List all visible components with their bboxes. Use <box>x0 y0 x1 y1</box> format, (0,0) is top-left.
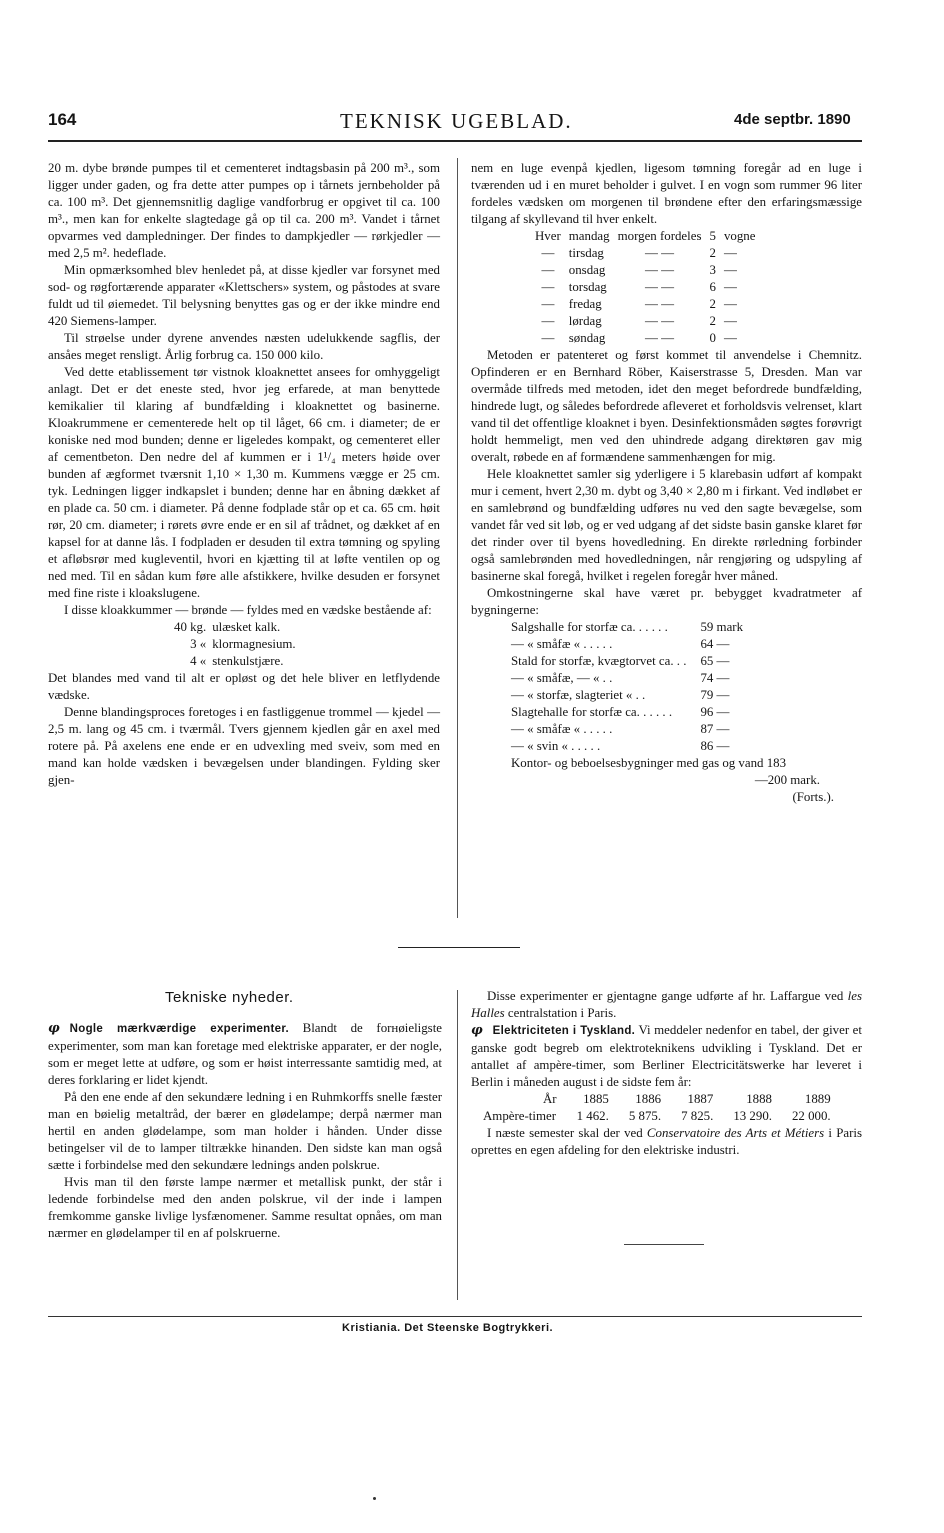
news-paragraph: Hvis man til den første lampe nærmer et metallisk punkt, der står i ledende forbindelse med den anden polskrue, vil der inde i lampen fremkomme ganske livlige lysfænomener. Samme resultat opnåes, om man nærmer en glødelamper til en af polskruerne. <box>48 1175 442 1240</box>
news-bullet-icon: φ <box>48 1021 60 1036</box>
schedule-mid: — — <box>645 263 675 277</box>
cost-value: 64 — <box>700 637 730 651</box>
year-cell: 1889 <box>804 1092 831 1106</box>
mixture-table <box>174 619 302 670</box>
ampere-hours-table <box>483 1091 841 1125</box>
year-cell: 1887 <box>687 1092 714 1106</box>
schedule-row <box>531 245 759 262</box>
cost-value: 65 — <box>700 654 730 668</box>
cost-label: — « småfæ « . . . . . <box>511 722 613 736</box>
article-paragraph: Det blandes med vand til alt er opløst og det hele bliver en letflydende vædske. <box>48 671 440 702</box>
footer-rule <box>48 1316 862 1317</box>
value-row <box>483 1108 841 1125</box>
value-cell: 7 825. <box>681 1109 714 1123</box>
schedule-tail: — <box>723 331 737 345</box>
mixture-row <box>174 636 302 653</box>
cost-label: — « småfæ, — « . . <box>511 671 613 685</box>
article-paragraph: I disse kloakkummer — brønde — fyldes med en vædske bestående af: <box>64 603 432 617</box>
news-item-lead: Blandt de forнøieligste experimenter, som man kan foretage med elektriske apparater, er der nogle, som er meget lette at udføre, og som er høist interressante samtidig med, at deres forklaring er lidet kjendt. <box>48 1021 443 1087</box>
schedule-mid: — — <box>645 314 675 328</box>
cost-row <box>507 653 747 670</box>
schedule-prefix: — <box>541 263 555 277</box>
schedule-count: 5 <box>709 229 716 243</box>
mixture-item: stenkulstjære. <box>212 654 284 668</box>
schedule-day: lørdag <box>568 314 602 328</box>
news-text: Disse experimenter er gjentagne gange udførte af hr. Laffargue ved <box>487 989 848 1003</box>
schedule-day: fredag <box>568 297 602 311</box>
schedule-row <box>531 279 759 296</box>
schedule-row <box>531 296 759 313</box>
cost-row <box>507 721 747 738</box>
schedule-count: 2 <box>709 297 716 311</box>
news-item-experiments <box>48 1020 442 1089</box>
column-divider <box>457 158 458 918</box>
cost-value: 87 — <box>700 722 730 736</box>
schedule-mid: — — <box>645 331 675 345</box>
article-paragraph: nem en luge evenpå kjedlen, ligesom tømning foregår ad en luge i tværenden ud i en muret beholder i gulvet. I en vogn som rummer 96 liter fordeles vædsken om morgenen til brøndene efter den erfaringsmæssige tilgang af skyllevand til hver enkelt. <box>471 161 862 226</box>
schedule-count: 3 <box>709 263 716 277</box>
news-item-heading: Nogle mærkværdige experimenter. <box>69 1023 289 1035</box>
mixture-row <box>174 653 302 670</box>
news-item-electricity <box>471 1022 862 1091</box>
schedule-tail: — <box>723 314 737 328</box>
continued-note: (Forts.). <box>792 790 834 804</box>
page-number: 164 <box>48 110 77 129</box>
schedule-count: 2 <box>709 246 716 260</box>
header-rule <box>48 140 862 142</box>
schedule-prefix: — <box>541 297 555 311</box>
mixture-item: ulæsket kalk. <box>212 620 281 634</box>
article-paragraph: Denne blandingsproces foretoges i en fastliggenue trommel — kjedel — 2,5 m. lang og 45 cm. i tværmål. Tvers gjennem kjedlen går en axel med rotere på. På axelens ene ende er en udvexling med sveiv, som med en mand kan holde vædsken i bevægelsen under blandingen. Fylding sker gjen- <box>48 705 440 787</box>
printer-imprint: Kristiania. Det Steenske Bogtrykkeri. <box>342 1322 554 1334</box>
cost-row <box>507 738 747 755</box>
news-paragraph: På den ene ende af den sekundære ledning i en Ruhmkorffs snelle fæster man en bøielig metaltråd, der bærer en glødelampe; derpå nærmer man hertil en anden glødelampe, som man holder i hånden. Under disse betingelser vil de to lamper tiltrække hinanden. Den sidste kan man også sætte i forbindelse med den sekundære lednings anden polskrue. <box>48 1090 442 1172</box>
schedule-row <box>531 228 759 245</box>
page-speck <box>373 1497 376 1500</box>
year-row-label: År <box>543 1092 557 1106</box>
article-paragraph: Til strøelse under dyrene anvendes næsten udelukkende sagflis, der ansåes meget rensligt. Årlig forbrug ca. 150 000 kilo. <box>48 331 440 362</box>
cost-label: — « storfæ, slagteriet « . . <box>511 688 646 702</box>
schedule-tail: — <box>723 280 737 294</box>
year-cell: 1886 <box>635 1092 662 1106</box>
cost-value: 59 mark <box>700 620 744 634</box>
cost-value: 86 — <box>700 739 730 753</box>
news-end-rule <box>624 1244 704 1245</box>
value-cell: 1 462. <box>576 1109 609 1123</box>
schedule-row <box>531 262 759 279</box>
schedule-tail: — <box>723 297 737 311</box>
schedule-mid: — — <box>645 246 675 260</box>
article-paragraph: Ved dette etablissement tør vistnok kloaknettet ansees for omhyggeligt anlagt. Det er det eneste sted, hvor jeg erfarede, at man benyttede kemikalier til klaring af bundfælding i kloaknettet og basinerne. Kloakrummene er cementerede helt op til låget, 66 cm. i diameter; de er koniske ned mod bunden; denne er ligeledes kompakt, og cementeret eller af cementbeton. Den nedre del af kummen er i 1¹/₄ meters høide over bunden af ægformet tværsnit 1,10 × 1,30 m. Kummens vægge er 25 cm. tyk. Ledningen ligger indkapslet i bunden; denne har en åbning dækket af en plade ca. 50 cm. i diameter. På denne fodplade står op et ca. 65 cm. høit rør, 20 cm. diameter; i rørets øvre ende er en sil af trådnet, og dækket af en kapsel for at danne lås. I fodpladen er desuden til extra tømning og spyling et afløbsrør med kugleventil, hvori en kjætting til at løfte ventilen op og ned med. Til en sådan kum føre alle afstikkere, hvilke desuden er forsynet med fine riste i kloakslugene. <box>48 365 440 600</box>
mixture-item: klormagnesium. <box>212 637 296 651</box>
schedule-row <box>531 313 759 330</box>
schedule-prefix: — <box>541 280 555 294</box>
news-paragraph <box>471 1125 862 1159</box>
article-paragraph: Min opmærksomhed blev henledet på, at disse kjedler var forsynet med sod- og røgfortærende apparater «Klettschers» system, og påstodes at svare fuldt ud til øiemedet. Til belysning benyttes gas og er der ikke mindre end 420 Siemens-lamper. <box>48 263 440 328</box>
schedule-count: 0 <box>709 331 716 345</box>
article-right-column <box>471 160 862 806</box>
cost-final-line: Kontor- og beboelsesbygninger med gas og vand 183 <box>511 756 787 770</box>
schedule-tail: vogne <box>723 229 756 243</box>
schedule-mid: — — <box>645 280 675 294</box>
cost-row <box>507 636 747 653</box>
schedule-day: torsdag <box>568 280 607 294</box>
article-left-column <box>48 160 440 789</box>
cost-value: 96 — <box>700 705 730 719</box>
value-row-label: Ampère-timer <box>483 1109 557 1123</box>
schedule-prefix: Hver <box>535 229 561 243</box>
issue-date: 4de septbr. 1890 <box>734 111 851 128</box>
news-section-title: Tekniske nyheder. <box>165 989 294 1006</box>
news-paragraph <box>471 988 862 1022</box>
cost-table <box>507 619 747 755</box>
schedule-table <box>531 228 759 347</box>
cost-label: Salgshalle for storfæ ca. . . . . . <box>511 620 668 634</box>
year-cell: 1885 <box>583 1092 609 1106</box>
news-item-heading: Elektriciteten i Tyskland. <box>492 1025 636 1037</box>
cost-label: — « småfæ « . . . . . <box>511 637 613 651</box>
cost-label: — « svin « . . . . . <box>511 739 601 753</box>
schedule-prefix: — <box>541 331 555 345</box>
mixture-qty: 40 kg. <box>174 620 207 634</box>
news-bullet-icon: φ <box>471 1023 483 1038</box>
schedule-day: søndag <box>568 331 606 345</box>
mixture-qty: 4 « <box>190 654 207 668</box>
article-paragraph: Omkostningerne skal have været pr. bebygget kvadratmeter af bygningerne: <box>471 586 862 617</box>
article-paragraph: Hele kloaknettet samler sig yderligere i 5 klarebasin udført af kompakt mur i cement, hvert 2,30 m. dybt og 3,40 × 2,80 m i firkant. Ved indløbet er en samlebrønd og bundfælding udføres nu ved den sagte bevægelse, som vandet får ved sit løb, og er ved udgang af det sidste basin ganske klaret før det rinder over til byens hovedledning. En direkte rørledning forbinder også samlebrønden med hovedledningen, når rengjøring og udspyling af basinerne skal foregå, hvilket i regelen foregår hver måned. <box>471 467 862 583</box>
cost-row <box>507 670 747 687</box>
mixture-qty: 3 « <box>190 637 207 651</box>
journal-title: TEKNISK UGEBLAD. <box>340 109 573 133</box>
year-cell: 1888 <box>746 1092 772 1106</box>
schedule-day: mandag <box>568 229 610 243</box>
schedule-tail: — <box>723 263 737 277</box>
cost-row <box>507 687 747 704</box>
news-text: i Paris oprettes en egen afdeling for den elektriske industri. <box>471 1126 862 1157</box>
cost-value: 79 — <box>700 688 730 702</box>
news-right-column <box>471 988 862 1159</box>
schedule-row <box>531 330 759 347</box>
news-left-column <box>48 1020 442 1242</box>
schedule-day: tirsdag <box>568 246 604 260</box>
schedule-tail: — <box>723 246 737 260</box>
schedule-mid: — — <box>645 297 675 311</box>
schedule-count: 6 <box>709 280 716 294</box>
cost-final-line-cont: —200 mark. <box>754 773 820 787</box>
news-text-italic: les Halles <box>471 989 862 1020</box>
schedule-prefix: — <box>541 246 555 260</box>
news-text: centralstation i Paris. <box>504 1006 617 1020</box>
schedule-day: onsdag <box>568 263 606 277</box>
news-column-divider <box>457 990 458 1300</box>
news-item-lead: Vi meddeler nedenfor en tabel, der giver et ganske godt begreb om elektroteknikens udvikling i Tyskland. Det er antallet af ampère-timer, som Berliner Electricitätswerke har leveret i Berlin i måneden august i de sidste fem år: <box>471 1023 862 1089</box>
news-text-italic: Conservatoire des Arts et Métiers <box>646 1126 825 1140</box>
mixture-row <box>174 619 302 636</box>
year-row <box>483 1091 841 1108</box>
schedule-count: 2 <box>709 314 716 328</box>
value-cell: 5 875. <box>628 1109 662 1123</box>
value-cell: 22 000. <box>791 1109 831 1123</box>
schedule-prefix: — <box>541 314 555 328</box>
cost-label: Slagtehalle for storfæ ca. . . . . . <box>511 705 673 719</box>
value-cell: 13 290. <box>733 1109 772 1123</box>
article-paragraph: 20 m. dybe brønde pumpes til et cementeret indtagsbasin på 200 m³., som ligger under gaden, og fra dette atter pumpes op i tårnets jernbeholder på ca. 100 m³. Det gjennemsnitlig daglige vandforbrug er opgivet til ca. 100 m³., men kan for enkelte slagtedage gå op til ca. 200 m³. Vandet i tårnet opvarmes ved dampledninger. Der findes to dampkjedler — rørkjedler — med 2,5 m². hedeflade. <box>48 161 440 260</box>
section-separator <box>398 947 520 948</box>
cost-label: Stald for storfæ, kvægtorvet ca. . . <box>511 654 687 668</box>
cost-row <box>507 704 747 721</box>
cost-row <box>507 619 747 636</box>
schedule-mid: morgen fordeles <box>617 229 702 243</box>
cost-value: 74 — <box>700 671 730 685</box>
news-text: I næste semester skal der ved <box>487 1126 647 1140</box>
article-paragraph: Metoden er patenteret og først kommet til anvendelse i Chemnitz. Opfinderen er en Bernhard Röber, Kaiserstrasse 5, Dresden. Man var overmåde tilfreds med metoden, idet den meget befordrede bundfælding, hindrede lugt, og således befordrede afleveret et forholdsvis velrenset, klart vand til det offentlige kloaknet i byen. Desinfektionsmåden søgtes forøvrigt holdt hemmeligt, men ved den uhindrede adgang direktøren gav mig overalt, røbede en af formændene sammenhængen for mig. <box>471 348 862 464</box>
